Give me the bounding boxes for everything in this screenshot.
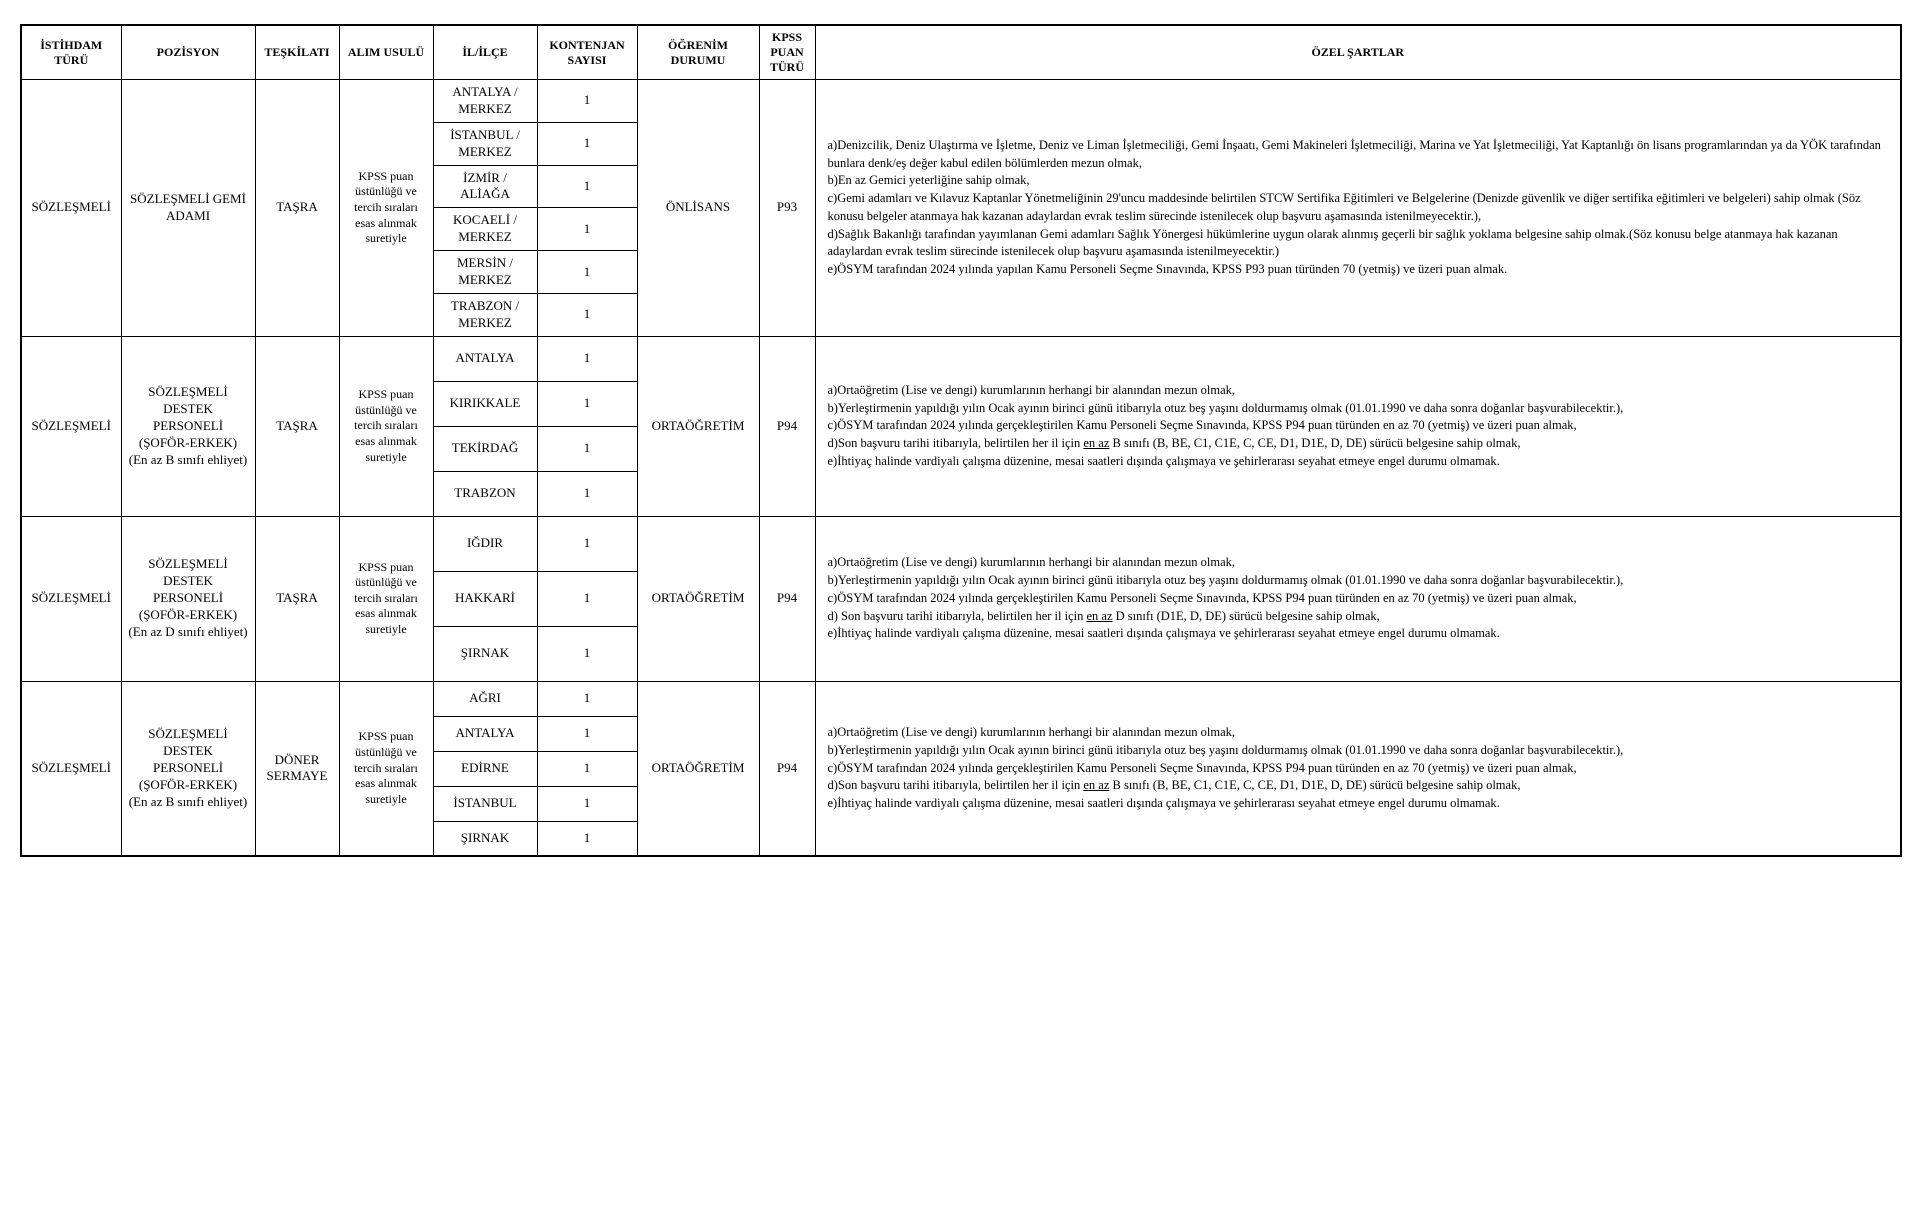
employment-type-cell: SÖZLEŞMELİ xyxy=(21,336,121,516)
position-cell xyxy=(121,80,255,337)
quota-count-cell: 1 xyxy=(537,471,637,516)
column-header-7: KPSS PUAN TÜRÜ xyxy=(759,25,815,80)
special-conditions-cell xyxy=(815,681,1901,856)
condition-line: a)Ortaöğretim (Lise ve dengi) kurumlarının herhangi bir alanından mezun olmak, xyxy=(827,725,1236,740)
condition-line: c)Gemi adamları ve Kılavuz Kaptanlar Yönetmeliğinin 29'uncu maddesinde belirtilen STCW Sertifika Eğitimleri ve Belgelerine (Denizde güvenlik ve diğer sertifika eğitimleri ve belgeleri) sahip olmak (Söz konusu belgeler atanmaya hak kazanan adaylardan evrak teslim sürecinde istenilecek olup başvuru aşamasında istenilmeyecektir.), xyxy=(827,191,1861,223)
condition-line: e)İhtiyaç halinde vardiyalı çalışma düzenine, mesai saatleri dışında çalışmaya ve şehirlerarası seyahat etmeye engel durumu olmamak. xyxy=(827,453,1500,468)
column-header-5: KONTENJAN SAYISI xyxy=(537,25,637,80)
province-district-cell: ŞIRNAK xyxy=(433,821,537,856)
table-body xyxy=(21,80,1901,857)
condition-line: e)İhtiyaç halinde vardiyalı çalışma düzenine, mesai saatleri dışında çalışmaya ve şehirlerarası seyahat etmeye engel durumu olmamak. xyxy=(827,626,1500,641)
condition-line: c)ÖSYM tarafından 2024 yılında gerçekleştirilen Kamu Personeli Seçme Sınavında, KPSS P94 puan türünden en az 70 (yetmiş) ve üzeri puan almak, xyxy=(827,590,1577,605)
table-row xyxy=(21,336,1901,381)
quota-count-cell: 1 xyxy=(537,122,637,165)
column-header-6: ÖĞRENİM DURUMU xyxy=(637,25,759,80)
column-header-2: TEŞKİLATI xyxy=(255,25,339,80)
province-district-cell: TRABZON / MERKEZ xyxy=(433,293,537,336)
education-status-cell: ORTAÖĞRETİM xyxy=(637,336,759,516)
condition-line: b)Yerleştirmenin yapıldığı yılın Ocak ayının birinci günü itibarıyla otuz beş yaşını doldurmamış olmak (01.01.1990 ve daha sonra doğanlar başvurabilecektir.), xyxy=(827,573,1624,588)
kpss-score-type-cell: P93 xyxy=(759,80,815,337)
province-district-cell: KOCAELİ / MERKEZ xyxy=(433,208,537,251)
education-status-cell: ORTAÖĞRETİM xyxy=(637,681,759,856)
employment-type-cell: SÖZLEŞMELİ xyxy=(21,681,121,856)
column-header-0: İSTİHDAM TÜRÜ xyxy=(21,25,121,80)
province-district-cell: ŞIRNAK xyxy=(433,626,537,681)
job-listing-table xyxy=(20,24,1902,857)
province-district-cell: TRABZON xyxy=(433,471,537,516)
recruitment-method-cell: KPSS puan üstünlüğü ve tercih sıraları esas alınmak suretiyle xyxy=(339,681,433,856)
quota-count-cell: 1 xyxy=(537,293,637,336)
kpss-score-type-cell: P94 xyxy=(759,516,815,681)
province-district-cell: TEKİRDAĞ xyxy=(433,426,537,471)
condition-line: d) Son başvuru tarihi itibarıyla, belirtilen her il için en az D sınıfı (D1E, D, DE) sürücü belgesine sahip olmak, xyxy=(827,608,1380,623)
condition-line: d)Son başvuru tarihi itibarıyla, belirtilen her il için en az B sınıfı (B, BE, C1, C1E, C, CE, D1, D1E, D, DE) sürücü belgesine sahip olmak, xyxy=(827,436,1521,451)
quota-count-cell: 1 xyxy=(537,716,637,751)
special-conditions-cell xyxy=(815,516,1901,681)
organization-cell: TAŞRA xyxy=(255,336,339,516)
position-line: SÖZLEŞMELİ DESTEK PERSONELİ (ŞOFÖR-ERKEK) xyxy=(138,383,238,450)
recruitment-method-cell: KPSS puan üstünlüğü ve tercih sıraları esas alınmak suretiyle xyxy=(339,80,433,337)
column-header-1: POZİSYON xyxy=(121,25,255,80)
condition-line: e)İhtiyaç halinde vardiyalı çalışma düzenine, mesai saatleri dışında çalışmaya ve şehirlerarası seyahat etmeye engel durumu olmamak. xyxy=(827,796,1500,811)
quota-count-cell: 1 xyxy=(537,80,637,123)
province-district-cell: IĞDIR xyxy=(433,516,537,571)
position-line: (En az D sınıfı ehliyet) xyxy=(128,624,248,640)
position-line: SÖZLEŞMELİ DESTEK PERSONELİ (ŞOFÖR-ERKEK) xyxy=(138,726,238,792)
kpss-score-type-cell: P94 xyxy=(759,336,815,516)
table-row xyxy=(21,681,1901,716)
condition-line: b)Yerleştirmenin yapıldığı yılın Ocak ayının birinci günü itibarıyla otuz beş yaşını doldurmamış olmak (01.01.1990 ve daha sonra doğanlar başvurabilecektir.), xyxy=(827,742,1624,757)
quota-count-cell: 1 xyxy=(537,208,637,251)
kpss-score-type-cell: P94 xyxy=(759,681,815,856)
organization-cell: DÖNER SERMAYE xyxy=(255,681,339,856)
position-cell xyxy=(121,516,255,681)
column-header-3: ALIM USULÜ xyxy=(339,25,433,80)
column-header-4: İL/İLÇE xyxy=(433,25,537,80)
special-conditions-cell xyxy=(815,336,1901,516)
condition-line: a)Ortaöğretim (Lise ve dengi) kurumlarının herhangi bir alanından mezun olmak, xyxy=(827,382,1236,397)
table-header-row xyxy=(21,25,1901,80)
employment-type-cell: SÖZLEŞMELİ xyxy=(21,516,121,681)
province-district-cell: İZMİR / ALİAĞA xyxy=(433,165,537,208)
quota-count-cell: 1 xyxy=(537,571,637,626)
table-row xyxy=(21,516,1901,571)
quota-count-cell: 1 xyxy=(537,516,637,571)
education-status-cell: ORTAÖĞRETİM xyxy=(637,516,759,681)
table-row xyxy=(21,80,1901,123)
quota-count-cell: 1 xyxy=(537,426,637,471)
quota-count-cell: 1 xyxy=(537,251,637,294)
position-line: SÖZLEŞMELİ GEMİ ADAMI xyxy=(130,190,246,223)
condition-line: b)En az Gemici yeterliğine sahip olmak, xyxy=(827,173,1030,188)
condition-line: e)ÖSYM tarafından 2024 yılında yapılan Kamu Personeli Seçme Sınavında, KPSS P93 puan türünden 70 (yetmiş) ve üzeri puan almak. xyxy=(827,262,1508,277)
quota-count-cell: 1 xyxy=(537,336,637,381)
condition-line: a)Ortaöğretim (Lise ve dengi) kurumlarının herhangi bir alanından mezun olmak, xyxy=(827,555,1236,570)
condition-line: d)Son başvuru tarihi itibarıyla, belirtilen her il için en az B sınıfı (B, BE, C1, C1E, C, CE, D1, D1E, D, DE) sürücü belgesine sahip olmak, xyxy=(827,778,1521,793)
condition-line: b)Yerleştirmenin yapıldığı yılın Ocak ayının birinci günü itibarıyla otuz beş yaşını doldurmamış olmak (01.01.1990 ve daha sonra doğanlar başvurabilecektir.), xyxy=(827,400,1624,415)
province-district-cell: EDİRNE xyxy=(433,751,537,786)
special-conditions-cell xyxy=(815,80,1901,337)
quota-count-cell: 1 xyxy=(537,381,637,426)
position-line: SÖZLEŞMELİ DESTEK PERSONELİ (ŞOFÖR-ERKEK) xyxy=(138,556,238,623)
province-district-cell: MERSİN / MERKEZ xyxy=(433,251,537,294)
condition-line: c)ÖSYM tarafından 2024 yılında gerçekleştirilen Kamu Personeli Seçme Sınavında, KPSS P94 puan türünden en az 70 (yetmiş) ve üzeri puan almak, xyxy=(827,418,1577,433)
position-cell xyxy=(121,336,255,516)
province-district-cell: HAKKARİ xyxy=(433,571,537,626)
organization-cell: TAŞRA xyxy=(255,516,339,681)
condition-line: a)Denizcilik, Deniz Ulaştırma ve İşletme, Deniz ve Liman İşletmeciliği, Gemi İnşaatı, Gemi Makineleri İşletmeciliği, Marina ve Yat İşletmeciliği, Yat Kaptanlığı ön lisans programlarından ya da YÖK tarafından bunlara denk/eş değer kabul edilen bölümlerden mezun olmak, xyxy=(827,137,1881,170)
position-line: (En az B sınıfı ehliyet) xyxy=(128,793,248,809)
employment-type-cell: SÖZLEŞMELİ xyxy=(21,80,121,337)
province-district-cell: İSTANBUL xyxy=(433,786,537,821)
province-district-cell: KIRIKKALE xyxy=(433,381,537,426)
quota-count-cell: 1 xyxy=(537,626,637,681)
quota-count-cell: 1 xyxy=(537,786,637,821)
condition-line: c)ÖSYM tarafından 2024 yılında gerçekleştirilen Kamu Personeli Seçme Sınavında, KPSS P94 puan türünden en az 70 (yetmiş) ve üzeri puan almak, xyxy=(827,760,1577,775)
recruitment-method-cell: KPSS puan üstünlüğü ve tercih sıraları esas alınmak suretiyle xyxy=(339,336,433,516)
position-cell xyxy=(121,681,255,856)
province-district-cell: İSTANBUL / MERKEZ xyxy=(433,122,537,165)
quota-count-cell: 1 xyxy=(537,165,637,208)
province-district-cell: AĞRI xyxy=(433,681,537,716)
position-line: (En az B sınıfı ehliyet) xyxy=(128,451,248,467)
province-district-cell: ANTALYA xyxy=(433,336,537,381)
recruitment-method-cell: KPSS puan üstünlüğü ve tercih sıraları esas alınmak suretiyle xyxy=(339,516,433,681)
education-status-cell: ÖNLİSANS xyxy=(637,80,759,337)
column-header-8: ÖZEL ŞARTLAR xyxy=(815,25,1901,80)
quota-count-cell: 1 xyxy=(537,681,637,716)
condition-line: d)Sağlık Bakanlığı tarafından yayımlanan Gemi adamları Sağlık Yönergesi hükümlerine uygun olarak alınmış geçerli bir sağlık yoklama belgesine sahip olmak.(Söz konusu belge atanmaya hak kazanan adaylardan evrak teslim sürecinde istenilecek olup başvuru aşamasında istenilmeyecektir.) xyxy=(827,226,1838,259)
quota-count-cell: 1 xyxy=(537,821,637,856)
quota-count-cell: 1 xyxy=(537,751,637,786)
province-district-cell: ANTALYA / MERKEZ xyxy=(433,80,537,123)
organization-cell: TAŞRA xyxy=(255,80,339,337)
province-district-cell: ANTALYA xyxy=(433,716,537,751)
